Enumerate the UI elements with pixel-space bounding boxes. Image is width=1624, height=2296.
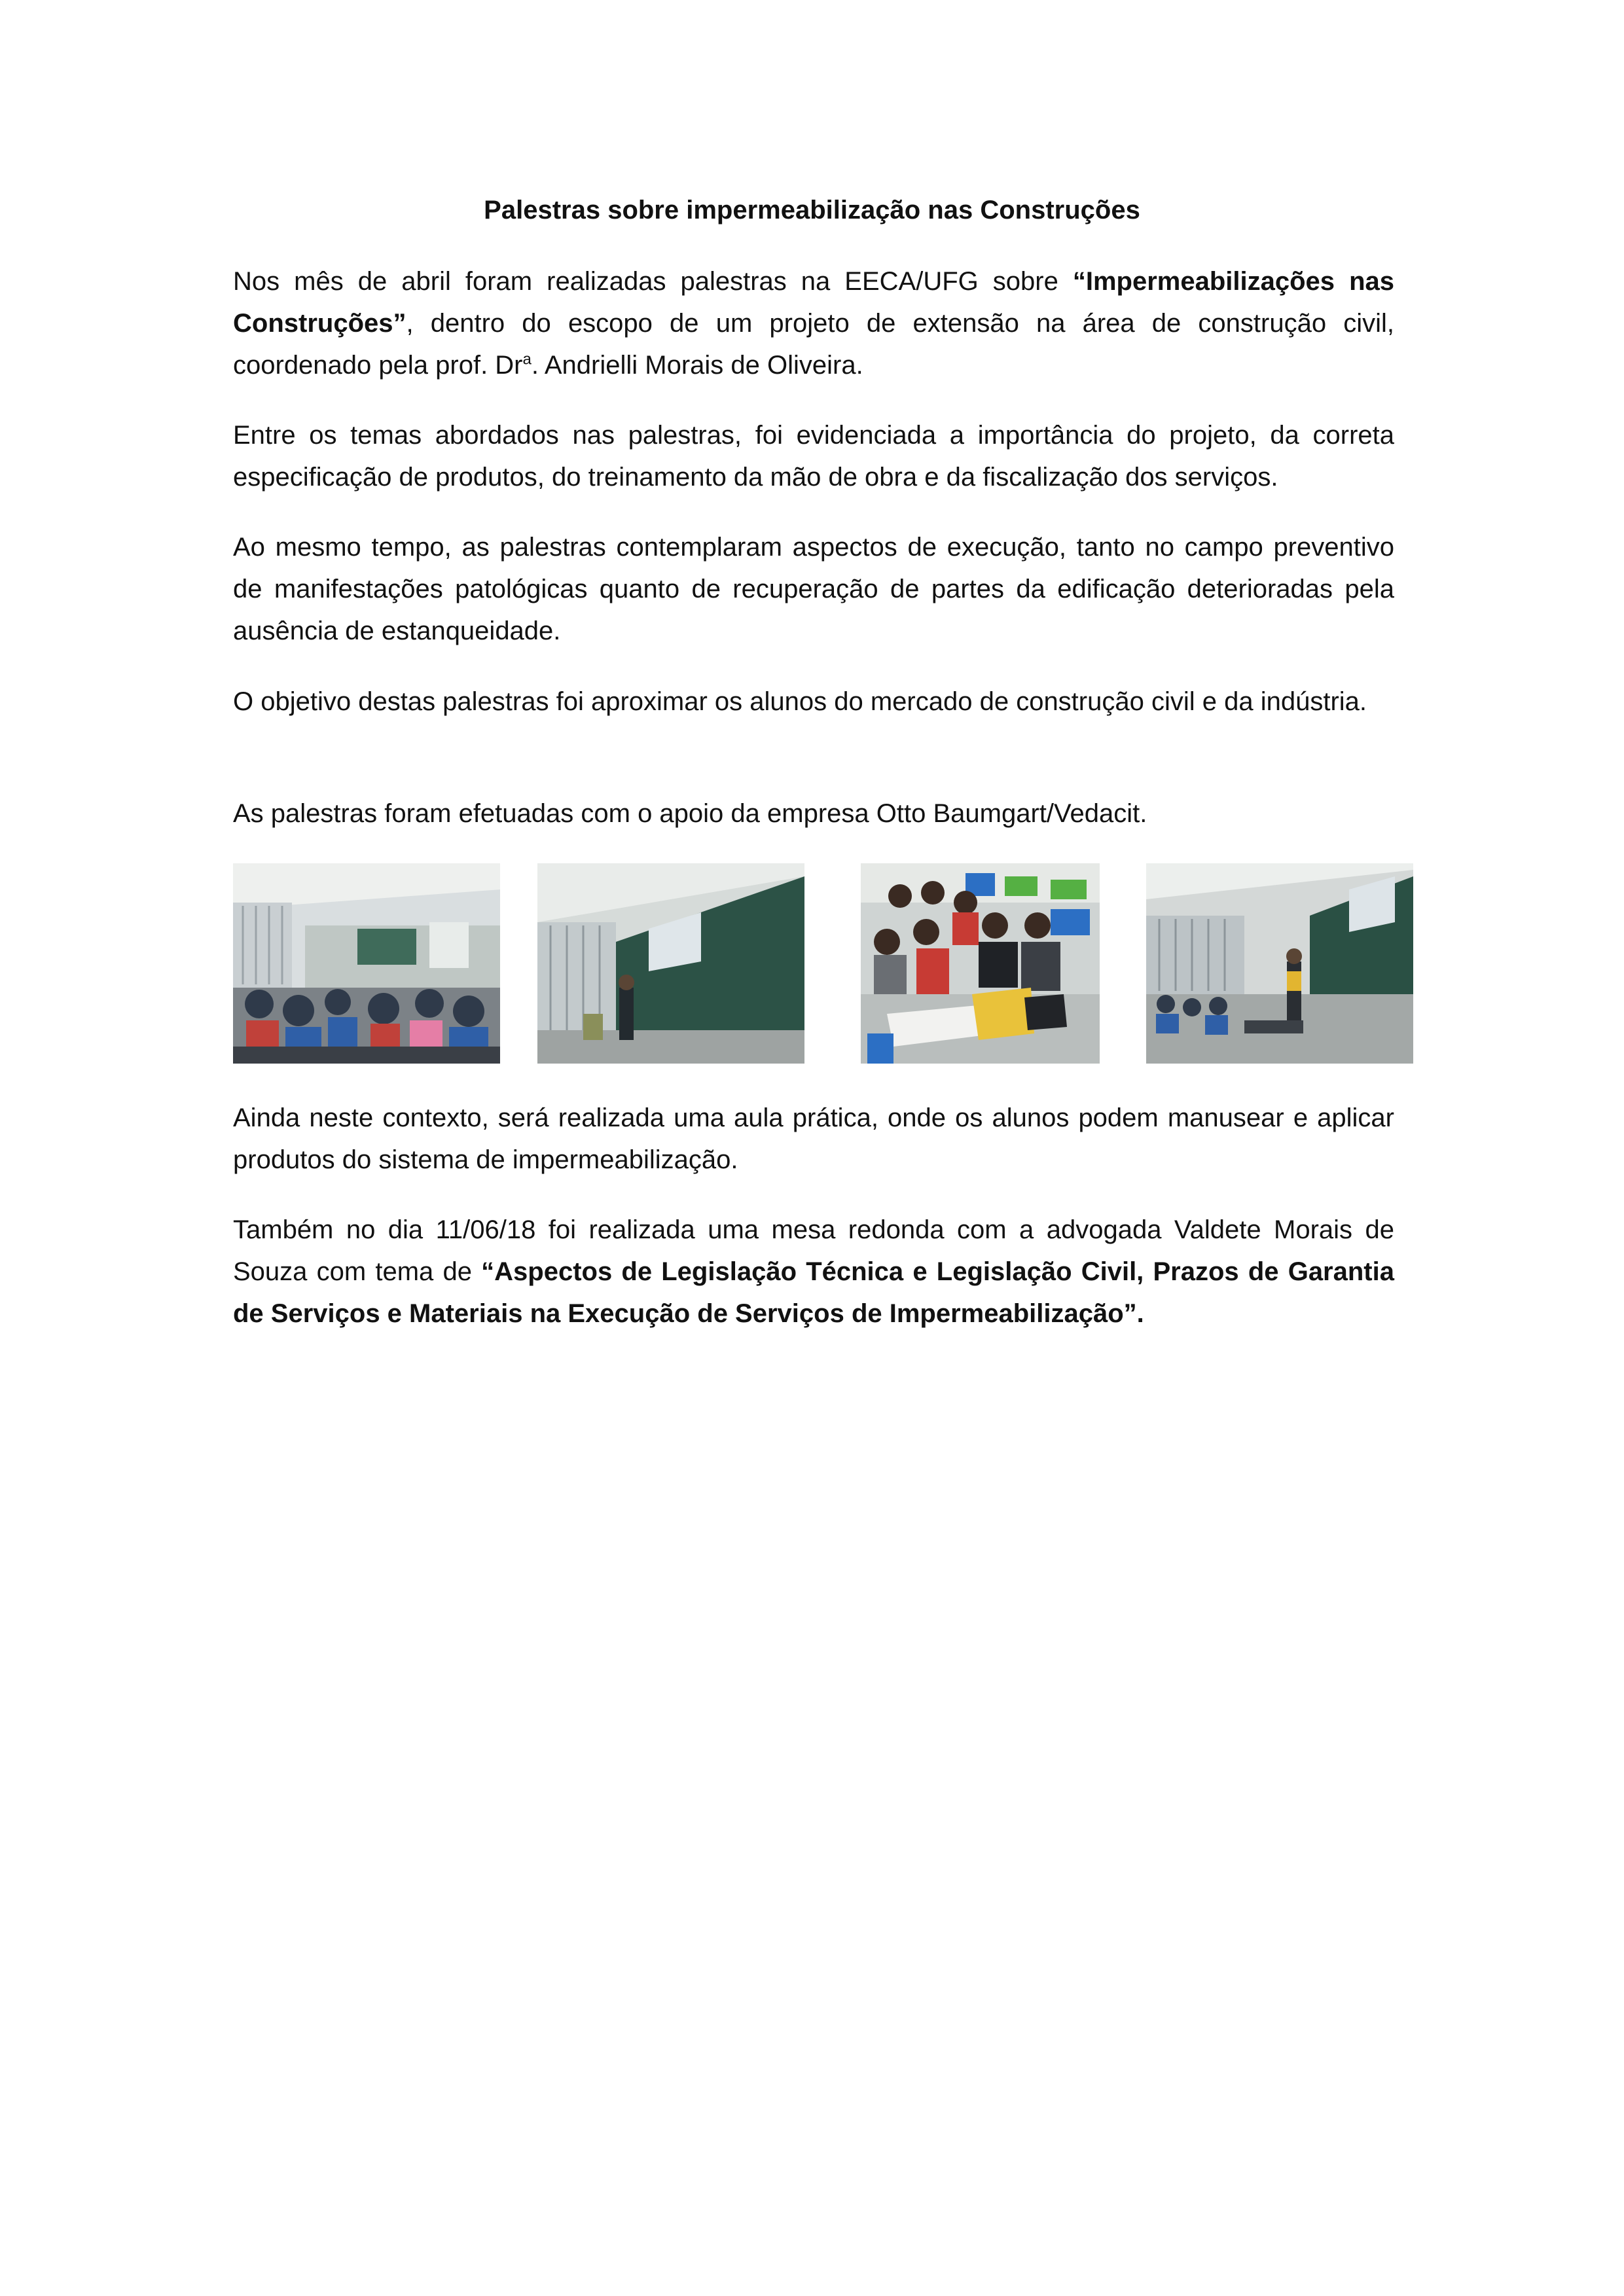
paragraph-practical-class: Ainda neste contexto, será realizada uma aula prática, onde os alunos podem manusear e aplicar produtos do sistema de impermeabilização. xyxy=(233,1103,1394,1174)
paragraph-objective: O objetivo destas palestras foi aproximar os alunos do mercado de construção civil e da indústria. xyxy=(233,687,1367,716)
photo-classroom-windows xyxy=(1146,863,1413,1064)
photo-classroom-audience xyxy=(233,863,500,1064)
paragraph-topics: Entre os temas abordados nas palestras, foi evidenciada a importância do projeto, da correta especificação de produtos, do treinamento da mão de obra e da fiscalização dos serviços. xyxy=(233,421,1394,492)
paragraph-support: As palestras foram efetuadas com o apoio da empresa Otto Baumgart/Vedacit. xyxy=(233,799,1147,828)
round-table-topic: “Aspectos de Legislação Técnica e Legislação Civil, Prazos de Garantia de Serviços e Materiais na Execução de Serviços de Impermeabilização”. xyxy=(233,1257,1394,1328)
paragraph-round-table: Também no dia 11/06/18 foi realizada uma mesa redonda com a advogada Valdete Morais de Souza com tema de “Aspectos de Legislação Técnica e Legislação Civil, Prazos de Garantia de Serviços e Materiais na Execução de Serviços de Impermeabilização”. xyxy=(233,1215,1394,1328)
paragraph-execution: Ao mesmo tempo, as palestras contemplaram aspectos de execução, tanto no campo preventivo de manifestações patológicas quanto de recuperação de partes da edificação deterioradas pela ausência de estanqueidade. xyxy=(233,533,1394,645)
photo-speaker-greenboard xyxy=(537,863,804,1064)
paragraph-intro: Nos mês de abril foram realizadas palestras na EECA/UFG sobre “Impermeabilizações nas Construções”, dentro do escopo de um projeto de extensão na área de construção civil, coordenado pela prof. Dr$^a$. Andrielli Morais de Oliveira. xyxy=(233,267,1394,380)
lecture-topic: “Impermeabilizações nas Construções” xyxy=(233,267,1394,338)
photo-student-group xyxy=(861,863,1100,1064)
page-title: Palestras sobre impermeabilização nas Construções xyxy=(484,196,1140,224)
